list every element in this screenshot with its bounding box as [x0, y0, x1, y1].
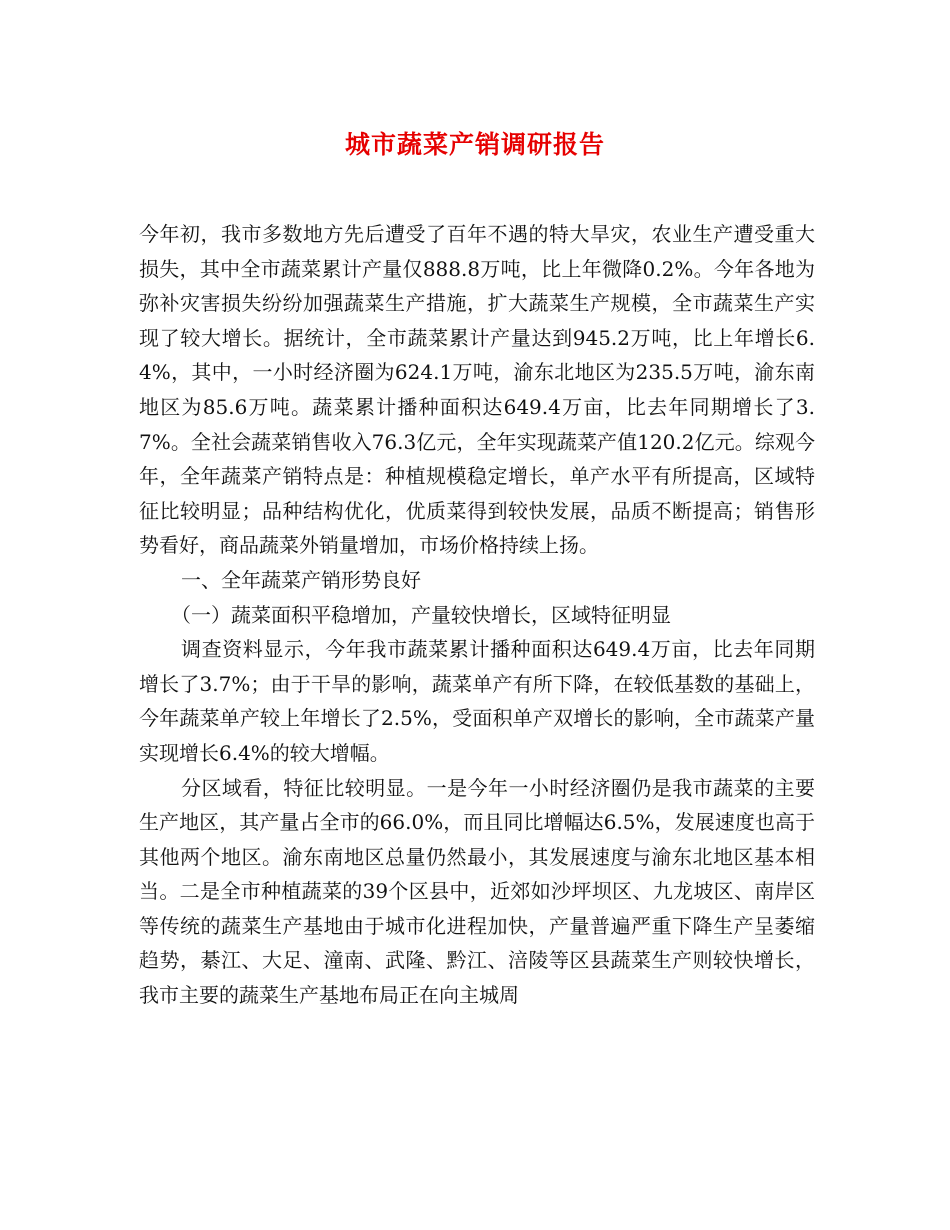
paragraph-regional: 分区域看，特征比较明显。一是今年一小时经济圈仍是我市蔬菜的主要生产地区，其产量占全市的66.0%，而且同比增幅达6.5%，发展速度也高于其他两个地区。渝东南地区总量仍然最小，其发展速度与渝东北地区基本相当。二是全市种植蔬菜的39个区县中，近郊如沙坪坝区、九龙坡区、南岸区等传统的蔬菜生产基地由于城市化进程加快，产量普遍严重下降生产呈萎缩趋势，綦江、大足、潼南、武隆、黔江、涪陵等区县蔬菜生产则较快增长，我市主要的蔬菜生产基地布局正在向主城周	[139, 775, 815, 1008]
paragraph-intro: 今年初，我市多数地方先后遭受了百年不遇的特大旱灾，农业生产遭受重大损失，其中全市蔬菜累计产量仅888.8万吨，比上年微降0.2%。今年各地为弥补灾害损失纷纷加强蔬菜生产措施，扩大蔬菜生产规模，全市蔬菜生产实现了较大增长。据统计，全市蔬菜累计产量达到945.2万吨，比上年增长6.4%，其中，一小时经济圈为624.1万吨，渝东北地区为235.5万吨，渝东南地区为85.6万吨。蔬菜累计播种面积达649.4万亩，比去年同期增长了3.7%。全社会蔬菜销售收入76.3亿元，全年实现蔬菜产值120.2亿元。综观今年，全年蔬菜产销特点是：种植规模稳定增长，单产水平有所提高，区域特征比较明显；品种结构优化，优质菜得到较快发展，品质不断提高；销售形势看好，商品蔬菜外销量增加，市场价格持续上扬。	[139, 222, 815, 558]
section-heading-1: 一、全年蔬菜产销形势良好	[181, 567, 421, 592]
document-title: 城市蔬菜产销调研报告	[344, 130, 605, 159]
paragraph-survey: 调查资料显示，今年我市蔬菜累计播种面积达649.4万亩，比去年同期增长了3.7%；由于干旱的影响，蔬菜单产有所下降，在较低基数的基础上，今年蔬菜单产较上年增长了2.5%，受面积单产双增长的影响，全市蔬菜产量实现增长6.4%的较大增幅。	[139, 637, 815, 765]
document-body	[139, 217, 815, 1013]
subsection-heading-1: （一）蔬菜面积平稳增加，产量较快增长，区域特征明显	[171, 602, 671, 627]
